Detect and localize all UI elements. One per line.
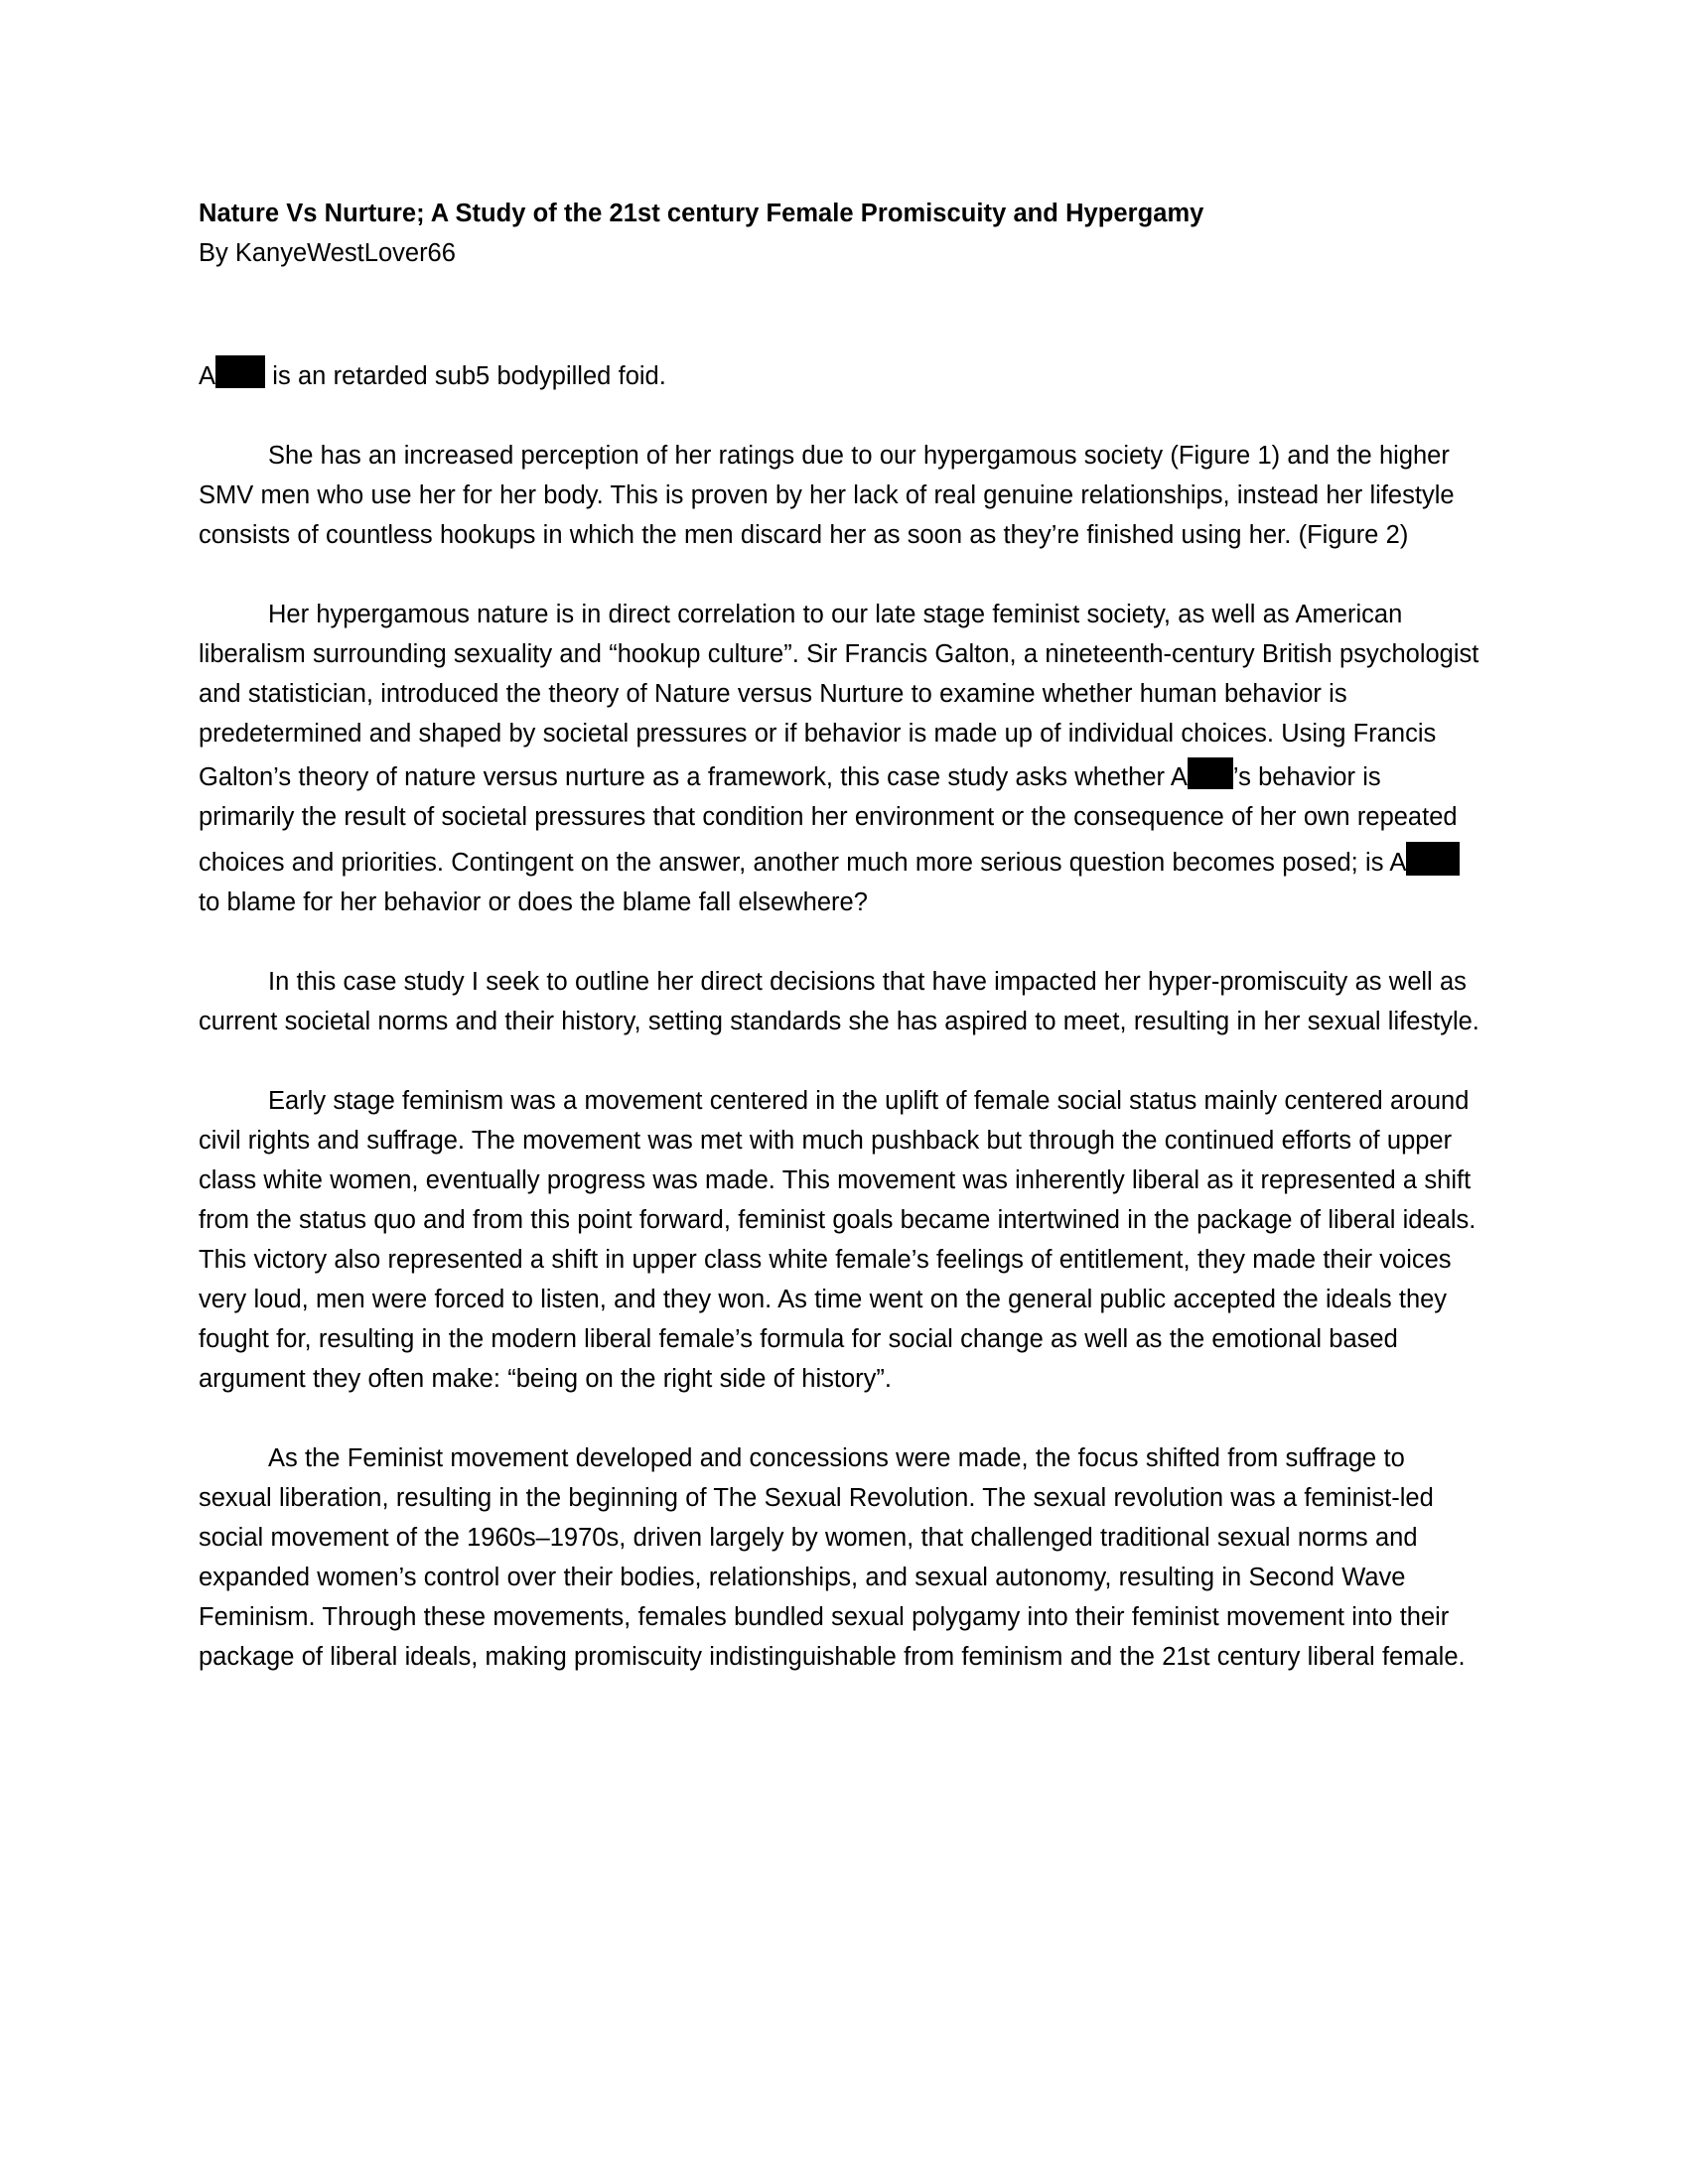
paragraph-3 <box>199 595 1481 922</box>
paragraph-3-segment-3: to blame for her behavior or does the blame fall elsewhere? <box>199 888 868 916</box>
paragraph-1 <box>199 351 1481 396</box>
paragraph-2: She has an increased perception of her ratings due to our hypergamous society (Figure 1) and the higher SMV men who use her for her body. This is proven by her lack of real genuine relationships, instead her lifestyle consists of countless hookups in which the men discard her as soon as they’re finished using her. (Figure 2) <box>199 442 1455 549</box>
paragraph-1-text-before-redaction: A <box>199 362 216 390</box>
paragraph-spacer-1 <box>199 396 1481 436</box>
paragraph-3-segment-1: Her hypergamous nature is in direct correlation to our late stage feminist society, as well as American liberalism surrounding sexuality and “hookup culture”. Sir Francis Galton, a nineteenth-century British psychologist and statistician, introduced the theory of Nature versus Nurture to examine whether human behavior is predetermined and shaped by societal pressures or if behavior is made up of individual choices. Using Francis Galton’s theory of nature versus nurture as a framework, this case study asks whether A <box>199 601 1479 791</box>
redaction-block-3 <box>1406 842 1460 876</box>
title-body-spacer <box>199 273 1481 351</box>
paragraph-spacer-4 <box>199 1041 1481 1081</box>
document-title: Nature Vs Nurture; A Study of the 21st century Female Promiscuity and Hypergamy <box>199 200 1204 227</box>
paragraph-1-text-after-redaction: is an retarded sub5 bodypilled foid. <box>265 362 666 390</box>
paragraph-spacer-5 <box>199 1399 1481 1438</box>
redaction-block-1 <box>215 355 265 388</box>
redaction-block-2 <box>1188 757 1233 789</box>
document-byline: By KanyeWestLover66 <box>199 239 456 267</box>
document-text-column <box>199 194 1481 1677</box>
paragraph-4: In this case study I seek to outline her direct decisions that have impacted her hyper-promiscuity as well as current societal norms and their history, setting standards she has aspired to meet, resulting in her sexual lifestyle. <box>199 968 1479 1035</box>
paragraph-5: Early stage feminism was a movement centered in the uplift of female social status mainly centered around civil rights and suffrage. The movement was met with much pushback but through the continued efforts of upper class white women, eventually progress was made. This movement was inherently liberal as it represented a shift from the status quo and from this point forward, feminist goals became intertwined in the package of liberal ideals. This victory also represented a shift in upper class white female’s feelings of entitlement, they made their voices very loud, men were forced to listen, and they won. As time went on the general public accepted the ideals they fought for, resulting in the modern liberal female’s formula for social change as well as the emotional based argument they often make: “being on the right side of history”. <box>199 1087 1477 1393</box>
paragraph-3-segment-2: ’s behavior is primarily the result of societal pressures that condition her environment or the consequence of her own repeated choices and priorities. Contingent on the answer, another much more serious question becomes posed; is A <box>199 763 1458 877</box>
paragraph-spacer-3 <box>199 922 1481 962</box>
paragraph-6: As the Feminist movement developed and concessions were made, the focus shifted from suffrage to sexual liberation, resulting in the beginning of The Sexual Revolution. The sexual revolution was a feminist-led social movement of the 1960s–1970s, driven largely by women, that challenged traditional sexual norms and expanded women’s control over their bodies, relationships, and sexual autonomy, resulting in Second Wave Feminism. Through these movements, females bundled sexual polygamy into their feminist movement into their package of liberal ideals, making promiscuity indistinguishable from feminism and the 21st century liberal female. <box>199 1444 1466 1671</box>
paragraph-spacer-2 <box>199 555 1481 595</box>
